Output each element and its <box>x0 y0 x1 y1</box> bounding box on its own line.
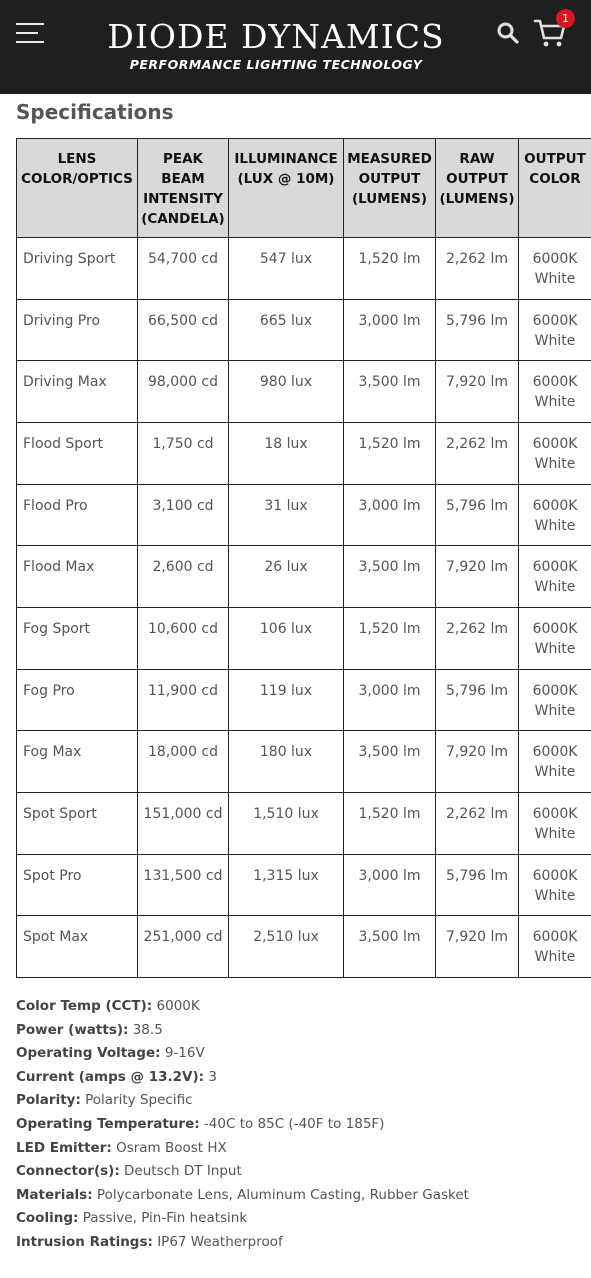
table-cell: 18 lux <box>229 422 344 484</box>
spec-item <box>16 1066 576 1090</box>
table-cell: 180 lux <box>229 731 344 793</box>
spec-label: Color Temp (CCT): <box>16 998 153 1014</box>
lens-cell: Driving Pro <box>17 299 138 361</box>
column-header: OUTPUT COLOR <box>519 139 591 238</box>
column-header: MEASURED OUTPUT (LUMENS) <box>344 139 436 238</box>
table-cell: 1,510 lux <box>229 792 344 854</box>
spec-label: Intrusion Ratings: <box>16 1233 153 1250</box>
spec-label: Polarity: <box>16 1092 81 1109</box>
table-cell: 18,000 cd <box>138 731 229 793</box>
table-row <box>17 484 591 546</box>
table-row <box>17 854 591 916</box>
spec-item <box>16 1207 576 1231</box>
table-cell: 6000K White <box>519 546 591 608</box>
table-cell: 6000K White <box>519 854 591 916</box>
spec-item <box>16 1089 576 1113</box>
page-title: Specifications <box>16 100 174 124</box>
table-cell: 7,920 lm <box>436 731 519 793</box>
table-cell: 7,920 lm <box>436 546 519 608</box>
table-cell: 98,000 cd <box>138 361 229 423</box>
table-cell: 7,920 lm <box>436 361 519 423</box>
table-cell: 980 lux <box>229 361 344 423</box>
spec-label: Power (watts): <box>16 1021 129 1038</box>
table-cell: 6000K White <box>519 916 591 978</box>
site-header <box>0 0 591 94</box>
spec-label: Cooling: <box>16 1210 79 1227</box>
spec-value: Osram Boost HX <box>116 1139 227 1156</box>
table-cell: 1,315 lux <box>229 854 344 916</box>
spec-value: Deutsch DT Input <box>124 1163 242 1180</box>
table-cell: 665 lux <box>229 299 344 361</box>
table-cell: 131,500 cd <box>138 854 229 916</box>
lens-cell: Spot Pro <box>17 854 138 916</box>
table-cell: 2,262 lm <box>436 607 519 669</box>
brand-tagline: PERFORMANCE LIGHTING TECHNOLOGY <box>129 57 423 72</box>
spec-label: Connector(s): <box>16 1163 120 1180</box>
table-row <box>17 361 591 423</box>
table-cell: 3,000 lm <box>344 484 436 546</box>
table-row <box>17 546 591 608</box>
spec-value: Passive, Pin-Fin heatsink <box>82 1210 248 1227</box>
table-row <box>17 607 591 669</box>
lens-cell: Flood Max <box>17 546 138 608</box>
spec-label: Operating Voltage: <box>16 1045 161 1062</box>
table-cell: 6000K White <box>519 731 591 793</box>
table-row <box>17 238 591 300</box>
table-cell: 5,796 lm <box>436 669 519 731</box>
table-cell: 1,750 cd <box>138 422 229 484</box>
table-cell: 547 lux <box>229 238 344 300</box>
spec-item <box>16 1042 576 1066</box>
brand-name: DIODE DYNAMICS <box>107 17 445 56</box>
spec-label: LED Emitter: <box>16 1139 112 1156</box>
table-header-row <box>17 139 591 238</box>
table-cell: 6000K White <box>519 607 591 669</box>
table-cell: 66,500 cd <box>138 299 229 361</box>
spec-label: Current (amps @ 13.2V): <box>16 1068 205 1085</box>
spec-value: 6000K <box>156 998 200 1014</box>
spec-item <box>16 1113 576 1137</box>
cart-count-badge[interactable]: 1 <box>556 9 575 28</box>
spec-value: 3 <box>208 1068 217 1085</box>
lens-cell: Driving Max <box>17 361 138 423</box>
spec-value: IP67 Weatherproof <box>157 1233 283 1250</box>
spec-label: Materials: <box>16 1186 93 1203</box>
spec-item <box>16 1019 576 1043</box>
table-cell: 3,100 cd <box>138 484 229 546</box>
spec-value: Polarity Specific <box>85 1092 193 1109</box>
table-cell: 3,500 lm <box>344 361 436 423</box>
table-cell: 26 lux <box>229 546 344 608</box>
table-cell: 3,500 lm <box>344 731 436 793</box>
spec-item <box>16 1231 576 1255</box>
table-cell: 5,796 lm <box>436 854 519 916</box>
lens-cell: Fog Pro <box>17 669 138 731</box>
table-cell: 6000K White <box>519 238 591 300</box>
table-cell: 3,000 lm <box>344 299 436 361</box>
table-cell: 54,700 cd <box>138 238 229 300</box>
table-cell: 5,796 lm <box>436 484 519 546</box>
table-cell: 1,520 lm <box>344 792 436 854</box>
lens-cell: Flood Sport <box>17 422 138 484</box>
lens-cell: Fog Sport <box>17 607 138 669</box>
spec-value: Polycarbonate Lens, Aluminum Casting, Rubber Gasket <box>96 1186 469 1203</box>
table-cell: 1,520 lm <box>344 422 436 484</box>
table-cell: 106 lux <box>229 607 344 669</box>
table-cell: 2,262 lm <box>436 422 519 484</box>
table-row <box>17 792 591 854</box>
lens-cell: Fog Max <box>17 731 138 793</box>
table-row <box>17 669 591 731</box>
table-cell: 2,262 lm <box>436 792 519 854</box>
column-header: LENS COLOR/OPTICS <box>17 139 138 238</box>
table-cell: 31 lux <box>229 484 344 546</box>
spec-value: -40C to 85C (-40F to 185F) <box>203 1115 385 1132</box>
table-cell: 11,900 cd <box>138 669 229 731</box>
table-cell: 3,000 lm <box>344 669 436 731</box>
lens-cell: Spot Sport <box>17 792 138 854</box>
column-header: PEAK BEAM INTENSITY (CANDELA) <box>138 139 229 238</box>
table-cell: 6000K White <box>519 484 591 546</box>
table-row <box>17 299 591 361</box>
table-cell: 251,000 cd <box>138 916 229 978</box>
column-header: ILLUMINANCE (LUX @ 10M) <box>229 139 344 238</box>
spec-label: Operating Temperature: <box>16 1115 200 1132</box>
table-row <box>17 731 591 793</box>
table-cell: 3,000 lm <box>344 854 436 916</box>
lens-cell: Flood Pro <box>17 484 138 546</box>
table-cell: 6000K White <box>519 299 591 361</box>
table-cell: 2,600 cd <box>138 546 229 608</box>
spec-list <box>16 995 576 1255</box>
spec-item <box>16 1160 576 1184</box>
table-cell: 6000K White <box>519 792 591 854</box>
table-cell: 2,510 lux <box>229 916 344 978</box>
table-cell: 10,600 cd <box>138 607 229 669</box>
table-cell: 3,500 lm <box>344 916 436 978</box>
spec-value: 38.5 <box>132 1021 163 1038</box>
spec-item <box>16 995 576 1019</box>
table-cell: 3,500 lm <box>344 546 436 608</box>
table-row <box>17 916 591 978</box>
table-cell: 6000K White <box>519 669 591 731</box>
spec-item <box>16 1184 576 1208</box>
specs-table <box>16 138 591 978</box>
spec-item <box>16 1137 576 1161</box>
table-cell: 7,920 lm <box>436 916 519 978</box>
column-header: RAW OUTPUT (LUMENS) <box>436 139 519 238</box>
table-cell: 151,000 cd <box>138 792 229 854</box>
search-icon[interactable] <box>496 21 520 45</box>
lens-cell: Spot Max <box>17 916 138 978</box>
table-cell: 6000K White <box>519 422 591 484</box>
table-cell: 1,520 lm <box>344 238 436 300</box>
table-cell: 2,262 lm <box>436 238 519 300</box>
menu-icon[interactable] <box>16 23 44 43</box>
table-cell: 1,520 lm <box>344 607 436 669</box>
table-cell: 119 lux <box>229 669 344 731</box>
table-cell: 6000K White <box>519 361 591 423</box>
spec-value: 9-16V <box>164 1045 205 1062</box>
table-cell: 5,796 lm <box>436 299 519 361</box>
table-row <box>17 422 591 484</box>
lens-cell: Driving Sport <box>17 238 138 300</box>
brand-logo[interactable] <box>86 16 466 72</box>
